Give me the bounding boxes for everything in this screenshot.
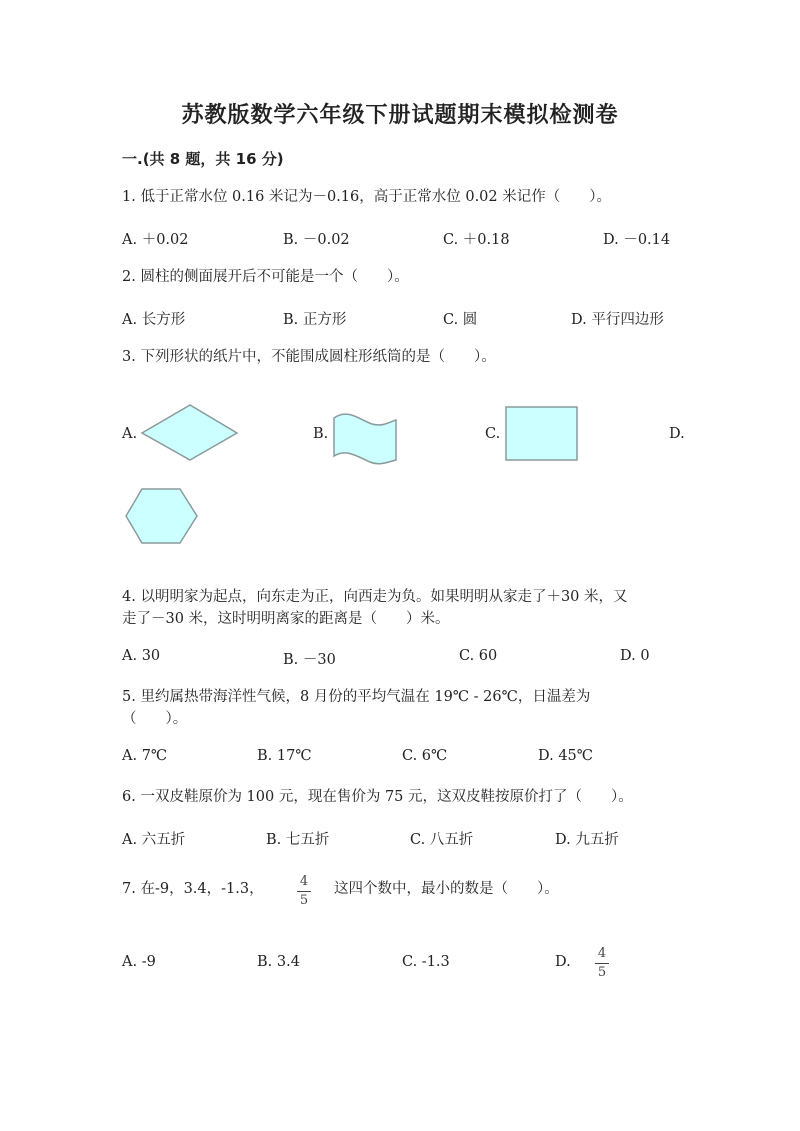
question-1: 1. 低于正常水位 0.16 米记为－0.16，高于正常水位 0.02 米记作（ ）。 <box>122 189 611 205</box>
question-2: 2. 圆柱的侧面展开后不可能是一个（ ）。 <box>122 269 409 285</box>
fraction-denominator: 5 <box>597 965 607 980</box>
question-4-line-2: 走了－30 米，这时明明离家的距离是（ ）米。 <box>122 611 450 627</box>
q7-option-d[interactable]: D. <box>555 954 571 970</box>
q4-option-c[interactable]: C. 60 <box>459 648 498 664</box>
q6-option-c[interactable]: C. 八五折 <box>410 832 474 848</box>
q7-option-a[interactable]: A. -9 <box>122 954 156 970</box>
q2-option-a[interactable]: A. 长方形 <box>122 312 186 328</box>
question-5-line-1: 5. 里约属热带海洋性气候，8 月份的平均气温在 19℃ - 26℃，日温差为 <box>122 689 591 705</box>
q6-option-d[interactable]: D. 九五折 <box>555 832 619 848</box>
q2-option-c[interactable]: C. 圆 <box>443 312 478 328</box>
section-heading: 一.(共 8 题，共 16 分) <box>122 150 284 168</box>
q2-option-d[interactable]: D. 平行四边形 <box>571 312 664 328</box>
question-4-line-1: 4. 以明明家为起点，向东走为正，向西走为负。如果明明从家走了＋30 米，又 <box>122 589 628 605</box>
q3-option-b[interactable]: B. <box>313 426 329 442</box>
q3-option-d[interactable]: D. <box>669 426 685 442</box>
q4-option-b[interactable]: B. －30 <box>283 652 336 668</box>
q7-fraction <box>297 874 311 909</box>
hexagon-shape <box>124 487 200 545</box>
question-5-line-2: （ ）。 <box>122 711 188 727</box>
q4-option-a[interactable]: A. 30 <box>122 648 161 664</box>
fraction-denominator: 5 <box>299 893 309 908</box>
question-6: 6. 一双皮鞋原价为 100 元，现在售价为 75 元，这双皮鞋按原价打了（ ）。 <box>122 789 633 805</box>
q1-option-c[interactable]: C. ＋0.18 <box>443 232 510 248</box>
q1-option-a[interactable]: A. ＋0.02 <box>122 232 189 248</box>
q5-option-d[interactable]: D. 45℃ <box>538 748 593 764</box>
q7-option-c[interactable]: C. -1.3 <box>402 954 450 970</box>
rectangle-shape <box>505 406 579 462</box>
page-title: 苏教版数学六年级下册试题期末模拟检测卷 <box>181 103 619 128</box>
q5-option-a[interactable]: A. 7℃ <box>122 748 168 764</box>
q1-option-b[interactable]: B. －0.02 <box>283 232 350 248</box>
q1-option-d[interactable]: D. －0.14 <box>603 232 671 248</box>
q5-option-b[interactable]: B. 17℃ <box>257 748 312 764</box>
question-7-part-b: 这四个数中，最小的数是（ ）。 <box>334 881 559 897</box>
q5-option-c[interactable]: C. 6℃ <box>402 748 448 764</box>
fraction-numerator: 4 <box>597 946 607 961</box>
fraction-bar <box>297 891 311 892</box>
fraction-bar <box>595 963 609 964</box>
q7-option-b[interactable]: B. 3.4 <box>257 954 300 970</box>
question-7-part-a: 7. 在-9，3.4，-1.3， <box>122 881 264 897</box>
q2-option-b[interactable]: B. 正方形 <box>283 312 347 328</box>
q6-option-b[interactable]: B. 七五折 <box>266 832 330 848</box>
q6-option-a[interactable]: A. 六五折 <box>122 832 186 848</box>
rhombus-shape <box>140 403 240 463</box>
q4-option-d[interactable]: D. 0 <box>620 648 650 664</box>
q3-option-a[interactable]: A. <box>122 426 138 442</box>
wavy-rectangle-shape <box>330 410 400 465</box>
q3-option-c[interactable]: C. <box>485 426 501 442</box>
q7-option-d-fraction <box>595 946 609 981</box>
fraction-numerator: 4 <box>299 874 309 889</box>
question-3: 3. 下列形状的纸片中，不能围成圆柱形纸筒的是（ ）。 <box>122 349 496 365</box>
